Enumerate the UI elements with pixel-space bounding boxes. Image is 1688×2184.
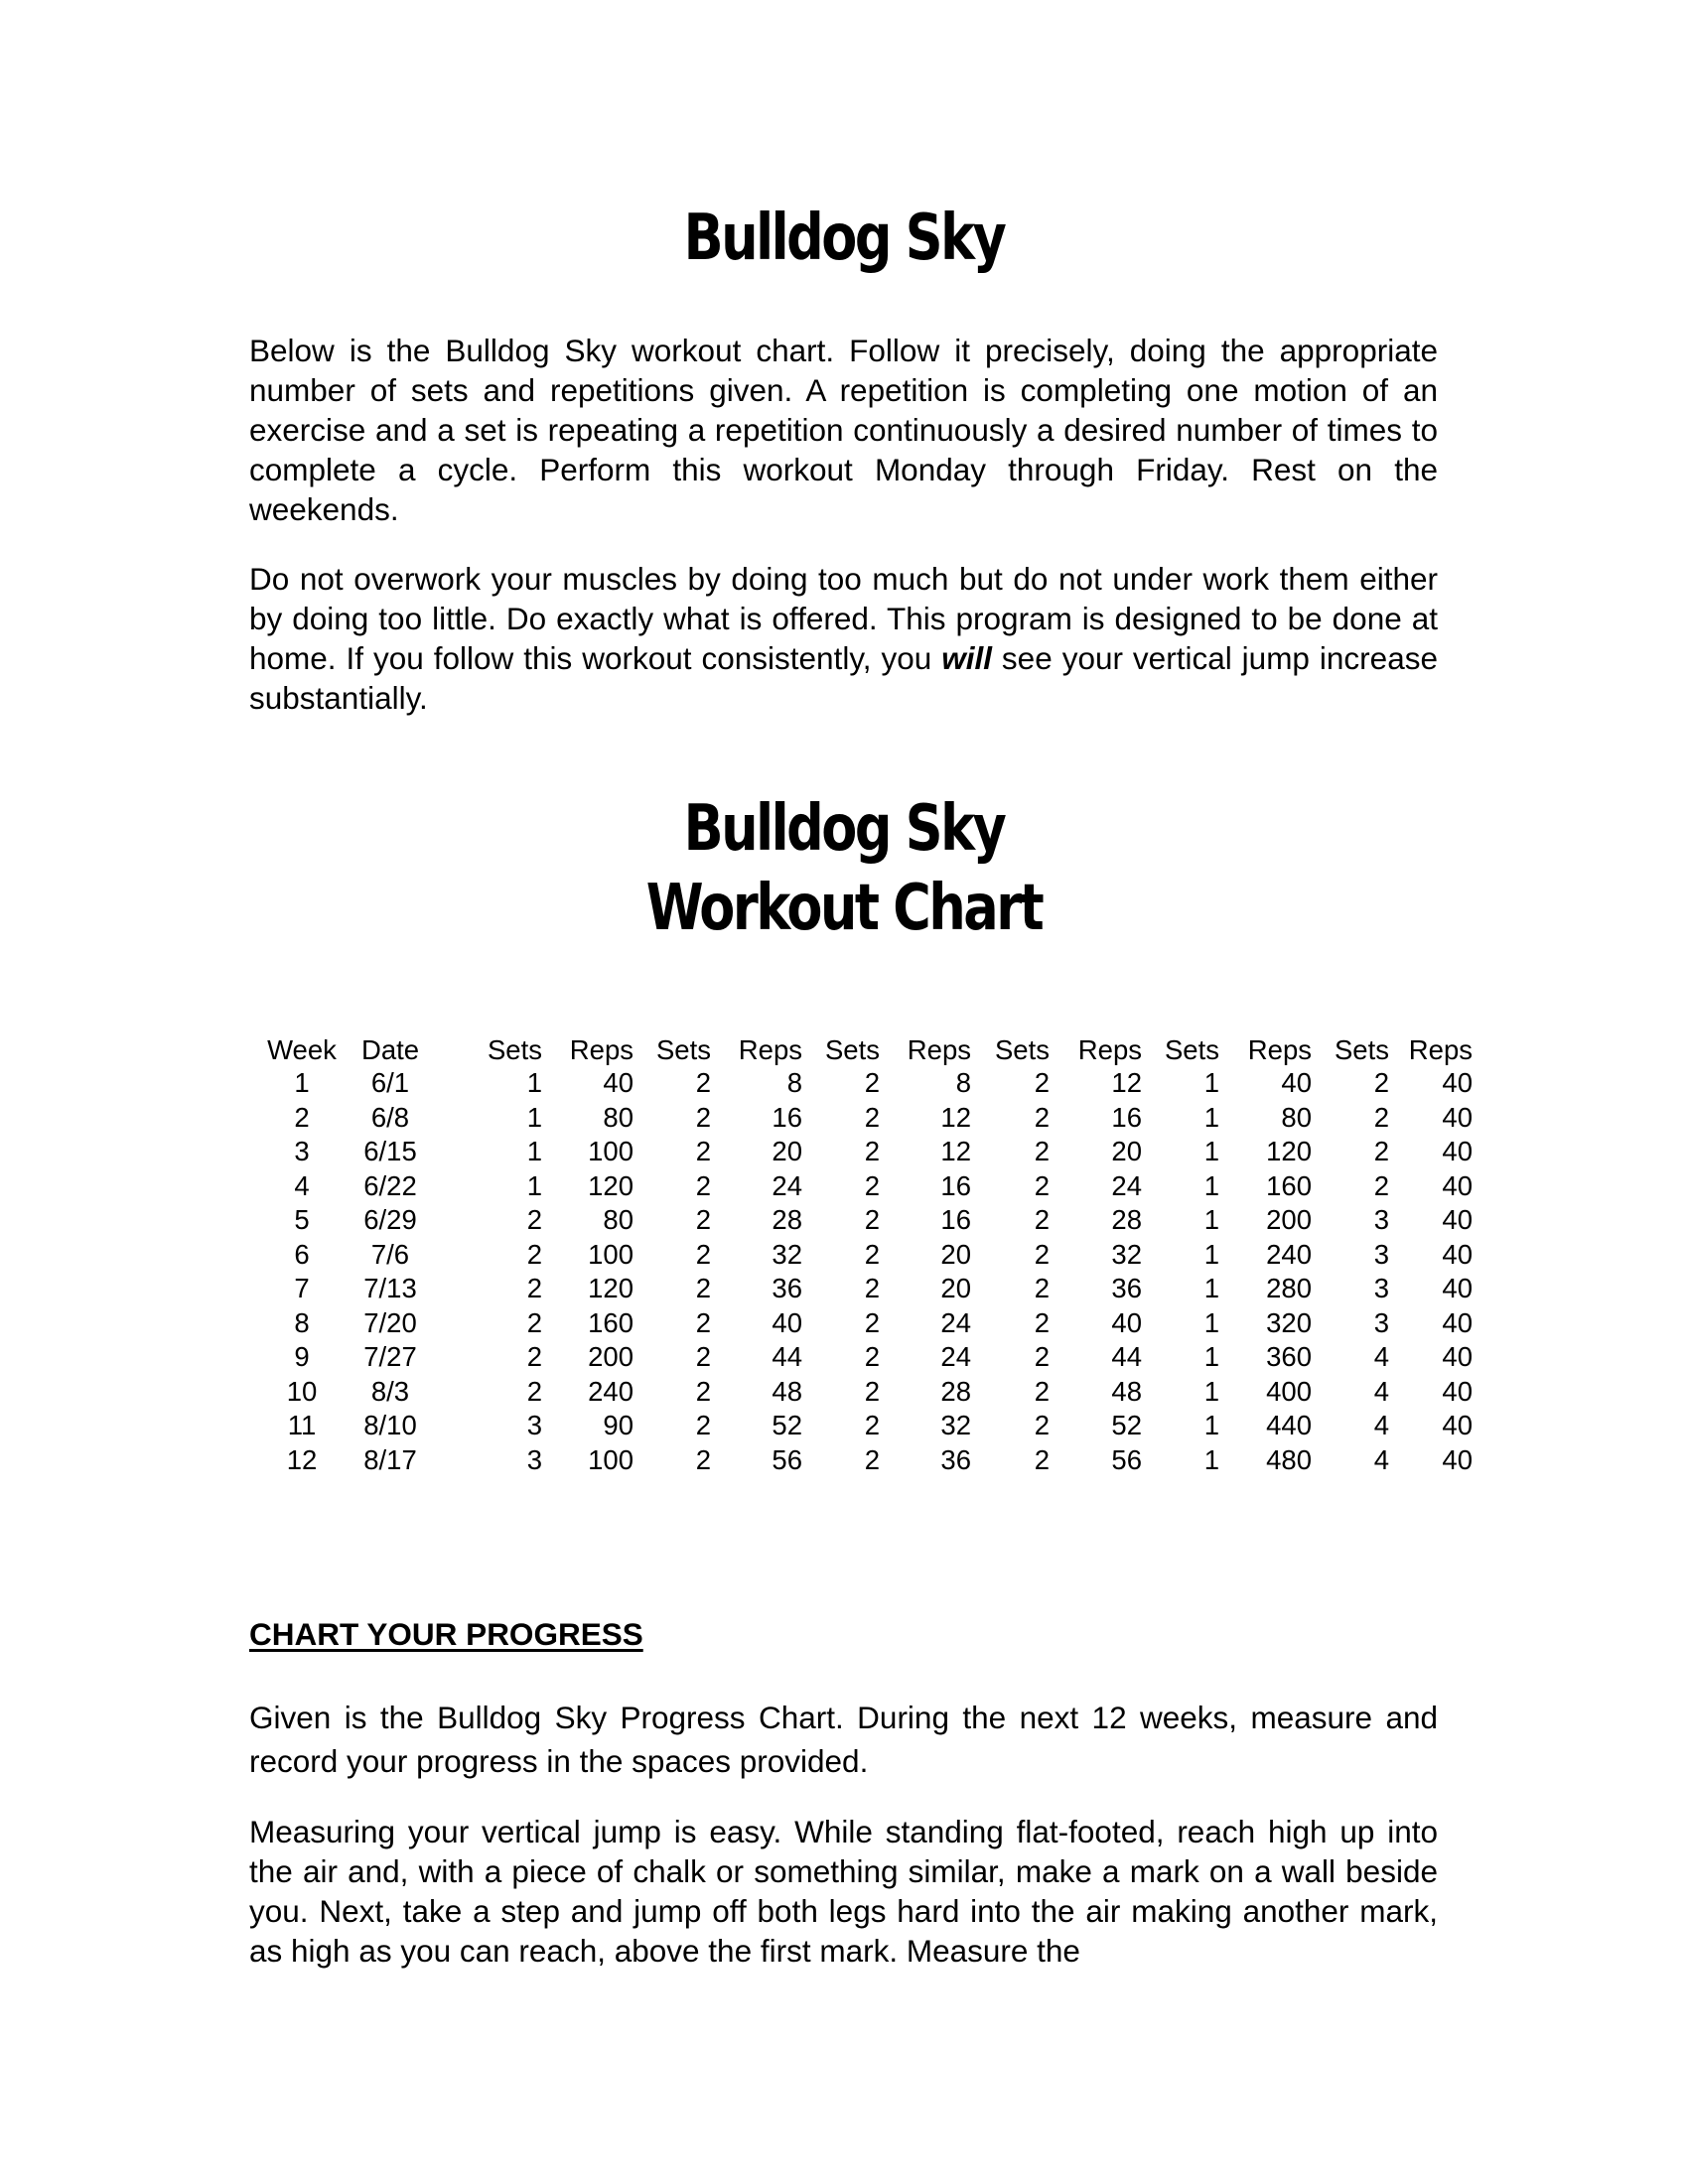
sets-cell: 3 [1373, 1238, 1389, 1270]
reps-cell: 280 [1266, 1273, 1312, 1304]
reps-cell: 20 [1111, 1136, 1142, 1167]
sets-cell: 2 [864, 1136, 880, 1167]
week-cell: 7 [294, 1273, 310, 1304]
reps-cell: 8 [786, 1067, 802, 1099]
sets-cell: 1 [1203, 1238, 1219, 1270]
date-cell: 7/20 [363, 1306, 417, 1338]
sets-cell: 1 [1203, 1169, 1219, 1201]
week-cell: 9 [294, 1341, 310, 1373]
reps-cell: 16 [940, 1169, 971, 1201]
sets-cell: 1 [526, 1101, 542, 1133]
reps-cell: 36 [1111, 1273, 1142, 1304]
reps-cell: 44 [1111, 1341, 1142, 1373]
reps-cell: 52 [1111, 1410, 1142, 1441]
reps-cell: 400 [1266, 1375, 1312, 1407]
column-header: Sets [1334, 1034, 1389, 1065]
sets-cell: 2 [1034, 1375, 1050, 1407]
reps-cell: 40 [1442, 1306, 1473, 1338]
column-header: Sets [824, 1034, 880, 1065]
reps-cell: 16 [772, 1101, 802, 1133]
sets-cell: 1 [1203, 1273, 1219, 1304]
column-header: Sets [1164, 1034, 1219, 1065]
reps-cell: 240 [588, 1375, 633, 1407]
sets-cell: 1 [1203, 1067, 1219, 1099]
column-header: Date [360, 1034, 420, 1065]
sets-cell: 3 [1373, 1273, 1389, 1304]
date-cell: 8/17 [363, 1443, 417, 1475]
week-cell: 10 [286, 1375, 318, 1407]
reps-cell: 24 [940, 1306, 971, 1338]
sets-cell: 2 [864, 1067, 880, 1099]
column-header: Reps [569, 1034, 633, 1065]
column-header: Reps [1408, 1034, 1473, 1065]
date-cell: 6/29 [363, 1204, 417, 1236]
week-cell: 12 [286, 1443, 318, 1475]
table-row [260, 1375, 1473, 1410]
sets-cell: 2 [864, 1375, 880, 1407]
sets-cell: 2 [1373, 1136, 1389, 1167]
column-header: Reps [907, 1034, 971, 1065]
reps-cell: 360 [1266, 1341, 1312, 1373]
reps-cell: 28 [940, 1375, 971, 1407]
sets-cell: 4 [1373, 1341, 1389, 1373]
reps-cell: 120 [588, 1169, 633, 1201]
reps-cell: 20 [940, 1273, 971, 1304]
date-cell: 7/13 [363, 1273, 417, 1304]
reps-cell: 16 [940, 1204, 971, 1236]
reps-cell: 40 [772, 1306, 802, 1338]
table-row [260, 1203, 1473, 1238]
column-header: Week [267, 1034, 337, 1065]
sets-cell: 2 [1373, 1169, 1389, 1201]
reps-cell: 200 [588, 1341, 633, 1373]
sets-cell: 1 [526, 1169, 542, 1201]
reps-cell: 48 [772, 1375, 802, 1407]
reps-cell: 28 [772, 1204, 802, 1236]
reps-cell: 56 [772, 1443, 802, 1475]
week-cell: 2 [294, 1101, 310, 1133]
reps-cell: 40 [1442, 1101, 1473, 1133]
date-cell: 6/22 [363, 1169, 417, 1201]
reps-cell: 80 [603, 1204, 633, 1236]
table-row [260, 1272, 1473, 1306]
date-cell: 7/6 [370, 1238, 410, 1270]
intro-paragraph-2-text-a: Do not overwork your muscles by doing too much but do not under work them either by doing too little. Do exactly what is offered. This program is designed to be done at home. If you follow this workout consistently, you [249, 561, 1438, 676]
reps-cell: 40 [1442, 1375, 1473, 1407]
sets-cell: 2 [695, 1273, 711, 1304]
reps-cell: 44 [772, 1341, 802, 1373]
table-row [260, 1306, 1473, 1341]
chart-title [152, 789, 1536, 948]
reps-cell: 80 [603, 1101, 633, 1133]
emphasis-will: will [941, 640, 992, 676]
sets-cell: 2 [526, 1306, 542, 1338]
reps-cell: 16 [1111, 1101, 1142, 1133]
sets-cell: 2 [695, 1238, 711, 1270]
sets-cell: 2 [695, 1169, 711, 1201]
reps-cell: 40 [1442, 1136, 1473, 1167]
sets-cell: 1 [526, 1136, 542, 1167]
table-row [260, 1066, 1473, 1101]
table-row [260, 1238, 1473, 1273]
page-title: Bulldog Sky [683, 202, 1005, 275]
reps-cell: 40 [1111, 1306, 1142, 1338]
reps-cell: 40 [1442, 1341, 1473, 1373]
sets-cell: 2 [1034, 1306, 1050, 1338]
reps-cell: 52 [772, 1410, 802, 1441]
sets-cell: 2 [1034, 1136, 1050, 1167]
date-cell: 8/3 [370, 1375, 410, 1407]
sets-cell: 2 [526, 1238, 542, 1270]
reps-cell: 440 [1266, 1410, 1312, 1441]
reps-cell: 120 [588, 1273, 633, 1304]
reps-cell: 40 [1442, 1067, 1473, 1099]
column-header: Reps [738, 1034, 802, 1065]
table-row [260, 1169, 1473, 1204]
table-header-row [260, 1028, 1473, 1066]
reps-cell: 160 [588, 1306, 633, 1338]
reps-cell: 20 [772, 1136, 802, 1167]
sets-cell: 2 [864, 1101, 880, 1133]
progress-paragraph-1: Given is the Bulldog Sky Progress Chart. During the next 12 weeks, measure and record your progress in the spaces provided. [249, 1700, 1438, 1779]
reps-cell: 28 [1111, 1204, 1142, 1236]
sets-cell: 2 [695, 1410, 711, 1441]
sets-cell: 1 [1203, 1204, 1219, 1236]
reps-cell: 40 [1442, 1410, 1473, 1441]
reps-cell: 80 [1281, 1101, 1312, 1133]
week-cell: 1 [294, 1067, 310, 1099]
sets-cell: 2 [695, 1136, 711, 1167]
sets-cell: 2 [1373, 1067, 1389, 1099]
sets-cell: 3 [1373, 1306, 1389, 1338]
sets-cell: 1 [526, 1067, 542, 1099]
reps-cell: 40 [1281, 1067, 1312, 1099]
reps-cell: 160 [1266, 1169, 1312, 1201]
sets-cell: 2 [864, 1306, 880, 1338]
sets-cell: 2 [526, 1273, 542, 1304]
reps-cell: 100 [588, 1136, 633, 1167]
reps-cell: 12 [940, 1101, 971, 1133]
sets-cell: 1 [1203, 1375, 1219, 1407]
sets-cell: 2 [1034, 1443, 1050, 1475]
sets-cell: 2 [695, 1375, 711, 1407]
sets-cell: 2 [1034, 1410, 1050, 1441]
table-row [260, 1409, 1473, 1443]
table-row [260, 1443, 1473, 1478]
reps-cell: 320 [1266, 1306, 1312, 1338]
week-cell: 4 [294, 1169, 310, 1201]
sets-cell: 2 [864, 1341, 880, 1373]
week-cell: 5 [294, 1204, 310, 1236]
week-cell: 8 [294, 1306, 310, 1338]
sets-cell: 2 [864, 1169, 880, 1201]
date-cell: 6/15 [363, 1136, 417, 1167]
reps-cell: 36 [940, 1443, 971, 1475]
workout-table [260, 1028, 1473, 1477]
progress-paragraph-2: Measuring your vertical jump is easy. While standing flat-footed, reach high up into the air and, with a piece of chalk or something similar, make a mark on a wall beside you. Next, take a step and jump off both legs hard into the air making another mark, as high as you can reach, above the first mark. Measure the [249, 1814, 1438, 1969]
column-header: Reps [1247, 1034, 1312, 1065]
sets-cell: 2 [864, 1410, 880, 1441]
intro-paragraph-1: Below is the Bulldog Sky workout chart. Follow it precisely, doing the appropriate number of sets and repetitions given. A repetition is completing one motion of an exercise and a set is repeating a repetition continuously a desired number of times to complete a cycle. Perform this workout Monday through Friday. Rest on the weekends. [249, 333, 1438, 527]
reps-cell: 24 [772, 1169, 802, 1201]
sets-cell: 1 [1203, 1410, 1219, 1441]
reps-cell: 56 [1111, 1443, 1142, 1475]
sets-cell: 2 [695, 1067, 711, 1099]
reps-cell: 48 [1111, 1375, 1142, 1407]
reps-cell: 32 [940, 1410, 971, 1441]
sets-cell: 2 [1373, 1101, 1389, 1133]
sets-cell: 1 [1203, 1341, 1219, 1373]
sets-cell: 1 [1203, 1306, 1219, 1338]
reps-cell: 40 [1442, 1169, 1473, 1201]
sets-cell: 2 [1034, 1273, 1050, 1304]
week-cell: 6 [294, 1238, 310, 1270]
progress-heading: CHART YOUR PROGRESS [249, 1616, 643, 1652]
reps-cell: 100 [588, 1443, 633, 1475]
column-header: Sets [994, 1034, 1050, 1065]
reps-cell: 40 [1442, 1204, 1473, 1236]
sets-cell: 2 [695, 1306, 711, 1338]
chart-title-line-2: Workout Chart [645, 872, 1043, 945]
date-cell: 6/1 [370, 1067, 410, 1099]
sets-cell: 2 [1034, 1238, 1050, 1270]
sets-cell: 2 [526, 1341, 542, 1373]
sets-cell: 2 [1034, 1204, 1050, 1236]
sets-cell: 2 [526, 1375, 542, 1407]
reps-cell: 12 [940, 1136, 971, 1167]
date-cell: 6/8 [370, 1101, 410, 1133]
reps-cell: 12 [1111, 1067, 1142, 1099]
reps-cell: 32 [772, 1238, 802, 1270]
reps-cell: 120 [1266, 1136, 1312, 1167]
sets-cell: 2 [1034, 1101, 1050, 1133]
reps-cell: 32 [1111, 1238, 1142, 1270]
sets-cell: 3 [526, 1443, 542, 1475]
reps-cell: 40 [1442, 1273, 1473, 1304]
week-cell: 3 [294, 1136, 310, 1167]
sets-cell: 2 [1034, 1169, 1050, 1201]
reps-cell: 24 [940, 1341, 971, 1373]
reps-cell: 8 [955, 1067, 971, 1099]
sets-cell: 2 [864, 1273, 880, 1304]
table-row [260, 1340, 1473, 1375]
reps-cell: 24 [1111, 1169, 1142, 1201]
sets-cell: 3 [1373, 1204, 1389, 1236]
date-cell: 7/27 [363, 1341, 417, 1373]
table-row [260, 1135, 1473, 1169]
table-body [260, 1066, 1473, 1477]
sets-cell: 4 [1373, 1375, 1389, 1407]
sets-cell: 1 [1203, 1101, 1219, 1133]
intro-paragraph-2 [249, 559, 1438, 718]
reps-cell: 40 [1442, 1238, 1473, 1270]
table-row [260, 1101, 1473, 1136]
sets-cell: 2 [526, 1204, 542, 1236]
sets-cell: 2 [695, 1101, 711, 1133]
sets-cell: 2 [864, 1238, 880, 1270]
chart-title-line-1: Bulldog Sky [683, 792, 1005, 866]
sets-cell: 4 [1373, 1443, 1389, 1475]
sets-cell: 1 [1203, 1443, 1219, 1475]
column-header: Sets [487, 1034, 542, 1065]
reps-cell: 480 [1266, 1443, 1312, 1475]
intro-paragraph-2-text-b: see your vertical jump increase substantially. [249, 640, 1438, 716]
reps-cell: 100 [588, 1238, 633, 1270]
sets-cell: 2 [695, 1204, 711, 1236]
sets-cell: 3 [526, 1410, 542, 1441]
sets-cell: 2 [695, 1443, 711, 1475]
sets-cell: 2 [1034, 1341, 1050, 1373]
reps-cell: 90 [603, 1410, 633, 1441]
sets-cell: 2 [1034, 1067, 1050, 1099]
reps-cell: 40 [603, 1067, 633, 1099]
sets-cell: 4 [1373, 1410, 1389, 1441]
column-header: Reps [1077, 1034, 1142, 1065]
reps-cell: 20 [940, 1238, 971, 1270]
reps-cell: 40 [1442, 1443, 1473, 1475]
reps-cell: 200 [1266, 1204, 1312, 1236]
column-header: Sets [655, 1034, 711, 1065]
sets-cell: 2 [864, 1443, 880, 1475]
sets-cell: 2 [864, 1204, 880, 1236]
reps-cell: 36 [772, 1273, 802, 1304]
reps-cell: 240 [1266, 1238, 1312, 1270]
date-cell: 8/10 [363, 1410, 417, 1441]
week-cell: 11 [287, 1410, 317, 1441]
sets-cell: 1 [1203, 1136, 1219, 1167]
sets-cell: 2 [695, 1341, 711, 1373]
